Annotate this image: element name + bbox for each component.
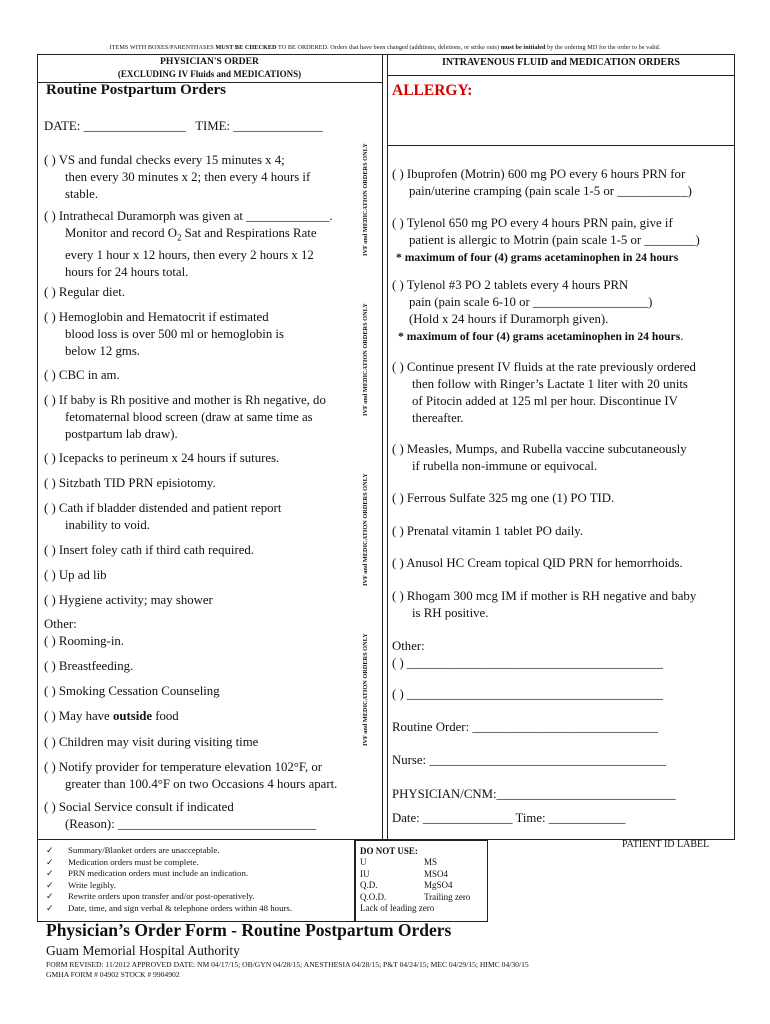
divider [387,75,735,76]
check-icon: ✓ [46,902,54,913]
order-hygiene[interactable]: ( ) Hygiene activity; may shower [44,593,213,607]
section-title: Routine Postpartum Orders [46,82,226,98]
order-iv-fluids[interactable]: ( ) Continue present IV fluids at the rate previously ordered then follow with Ringer’s Lactate 1 liter with 20 units of Pitocin added at 125 ml per hour. Discontinue IV thereafter. [392,360,696,425]
strip-label: IVF and MEDICATION ORDERS ONLY [362,633,369,747]
other-order-line[interactable]: ( ) ________________________________________ [392,656,663,670]
order-notify-temp[interactable]: ( ) Notify provider for temperature elevation 102°F, or greater than 100.4°F on two Occasions 4 hours apart. [44,760,338,791]
other-label: Other: [44,617,77,631]
date-time-field[interactable]: DATE: ________________ TIME: ______________ [44,119,323,133]
order-outside-food[interactable]: ( ) May have outside food [44,709,179,723]
order-cath[interactable]: ( ) Cath if bladder distended and patient report inability to void. [44,501,282,532]
order-hemoglobin[interactable]: ( ) Hemoglobin and Hematocrit if estimated blood loss is over 500 ml or hemoglobin is below 12 gms. [44,310,284,358]
order-mmr-vaccine[interactable]: ( ) Measles, Mumps, and Rubella vaccine subcutaneously if rubella non-immune or equivocal. [392,442,687,473]
order-cbc[interactable]: ( ) CBC in am. [44,368,120,382]
check-icon: ✓ [46,856,54,867]
nurse-field[interactable]: Nurse: _____________________________________ [392,753,667,767]
check-icon: ✓ [46,845,54,855]
physician-order-subheader: (EXCLUDING IV Fluids and MEDICATIONS) [117,69,302,79]
check-icon: ✓ [46,879,54,890]
order-rhogam[interactable]: ( ) Rhogam 300 mcg IM if mother is RH negative and baby is RH positive. [392,589,697,620]
strip-label: IVF and MEDICATION ORDERS ONLY [362,143,369,257]
other-label: Other: [392,639,425,653]
order-duramorph[interactable]: ( ) Intrathecal Duramorph was given at _____________. Monitor and record $O_2$ Sat and Respirations Rate every 1 hour x 12 hours, then every 2 hours x 12 hours for 24 hours total. [44,209,333,279]
order-smoking-cessation[interactable]: ( ) Smoking Cessation Counseling [44,684,220,698]
strip-label: IVF and MEDICATION ORDERS ONLY [362,473,369,587]
order-prenatal-vitamin[interactable]: ( ) Prenatal vitamin 1 tablet PO daily. [392,524,584,538]
patient-id-label[interactable]: PATIENT ID LABEL [622,839,710,850]
order-rh-screen[interactable]: ( ) If baby is Rh positive and mother is Rh negative, do fetomaternal blood screen (draw at same time as postpartum lab draw). [44,393,326,441]
routine-order-field[interactable]: Routine Order: _____________________________ [392,720,658,734]
order-up-ad-lib[interactable]: ( ) Up ad lib [44,568,107,582]
check-icon: ✓ [46,891,54,902]
other-order-line[interactable]: ( ) ________________________________________ [392,687,663,701]
instructions-note: ITEMS WITH BOXES/PARENTHASES MUST BE CHECKED TO BE ORDERED. Orders that have been changed (additions, deletions, or strike outs) must be initialed by the ordering MD for the order to be valid. [109,44,661,51]
divider [387,145,735,146]
order-icepacks[interactable]: ( ) Icepacks to perineum x 24 hours if sutures. [44,451,280,465]
allergy-label[interactable]: ALLERGY: [392,82,473,99]
check-icon: ✓ [46,868,54,879]
order-children-visit[interactable]: ( ) Children may visit during visiting time [44,735,259,749]
order-sitzbath[interactable]: ( ) Sitzbath TID PRN episiotomy. [44,476,216,490]
order-ferrous-sulfate[interactable]: ( ) Ferrous Sulfate 325 mg one (1) PO TID. [392,491,615,505]
physician-cnm-field[interactable]: PHYSICIAN/CNM:____________________________ [392,787,676,801]
ordering-rules: ✓ Summary/Blanket orders are unacceptable. ✓ Medication orders must be complete. ✓ PRN medication orders must include an indication. ✓ Write legibly. ✓ Rewrite orders upon transfer and/or post-operatively. ✓ Date, time, and sign verbal & telephone orders within 48 hours. [46,845,293,913]
do-not-use-list: DO NOT USE: U MS IU MSO4 Q.D. MgSO4 Q.O.D. Trailing zero Lack of leading zero [360,846,471,914]
order-anusol[interactable]: ( ) Anusol HC Cream topical QID PRN for hemorrhoids. [392,556,683,570]
order-tylenol-3[interactable]: ( ) Tylenol #3 PO 2 tablets every 4 hours PRN pain (pain scale 6-10 or __________________) (Hold x 24 hours if Duramorph given). * maximum of four (4) grams acetaminophen in 24 hours. [392,278,684,343]
order-regular-diet[interactable]: ( ) Regular diet. [44,285,126,299]
order-rooming-in[interactable]: ( ) Rooming-in. [44,634,124,648]
order-tylenol-650[interactable]: ( ) Tylenol 650 mg PO every 4 hours PRN pain, give if patient is allergic to Motrin (pain scale 1-5 or ________) * maximum of four (4) grams acetaminophen in 24 hours [392,216,700,264]
order-vs-fundal[interactable]: ( ) VS and fundal checks every 15 minutes x 4; then every 30 minutes x 2; then every 4 hours if stable. [44,153,311,201]
iv-medication-header: INTRAVENOUS FLUID and MEDICATION ORDERS [441,57,680,68]
form-revision: FORM REVISED: 11/2012 APPROVED DATE: NM 04/17/15; OB/GYN 04/28/15; ANESTHESIA 04/28/15; P&T 04/24/15; MEC 04/29/15; HIMC 04/30/15 GMHA FORM # 04902 STOCK # 9904902 [46,960,529,979]
order-breastfeeding[interactable]: ( ) Breastfeeding. [44,659,134,673]
physician-order-header: PHYSICIAN'S ORDER [160,56,259,67]
strip-label: IVF and MEDICATION ORDERS ONLY [362,303,369,417]
order-ibuprofen[interactable]: ( ) Ibuprofen (Motrin) 600 mg PO every 6 hours PRN for pain/uterine cramping (pain scale 1-5 or ___________) [392,167,692,198]
date-time-field[interactable]: Date: ______________ Time: ____________ [392,811,626,825]
order-social-service[interactable]: ( ) Social Service consult if indicated (Reason): _______________________________ [44,800,317,831]
order-foley[interactable]: ( ) Insert foley cath if third cath required. [44,543,254,557]
hospital-name: Guam Memorial Hospital Authority [46,943,240,958]
form-title: Physician’s Order Form - Routine Postpartum Orders [46,920,452,940]
